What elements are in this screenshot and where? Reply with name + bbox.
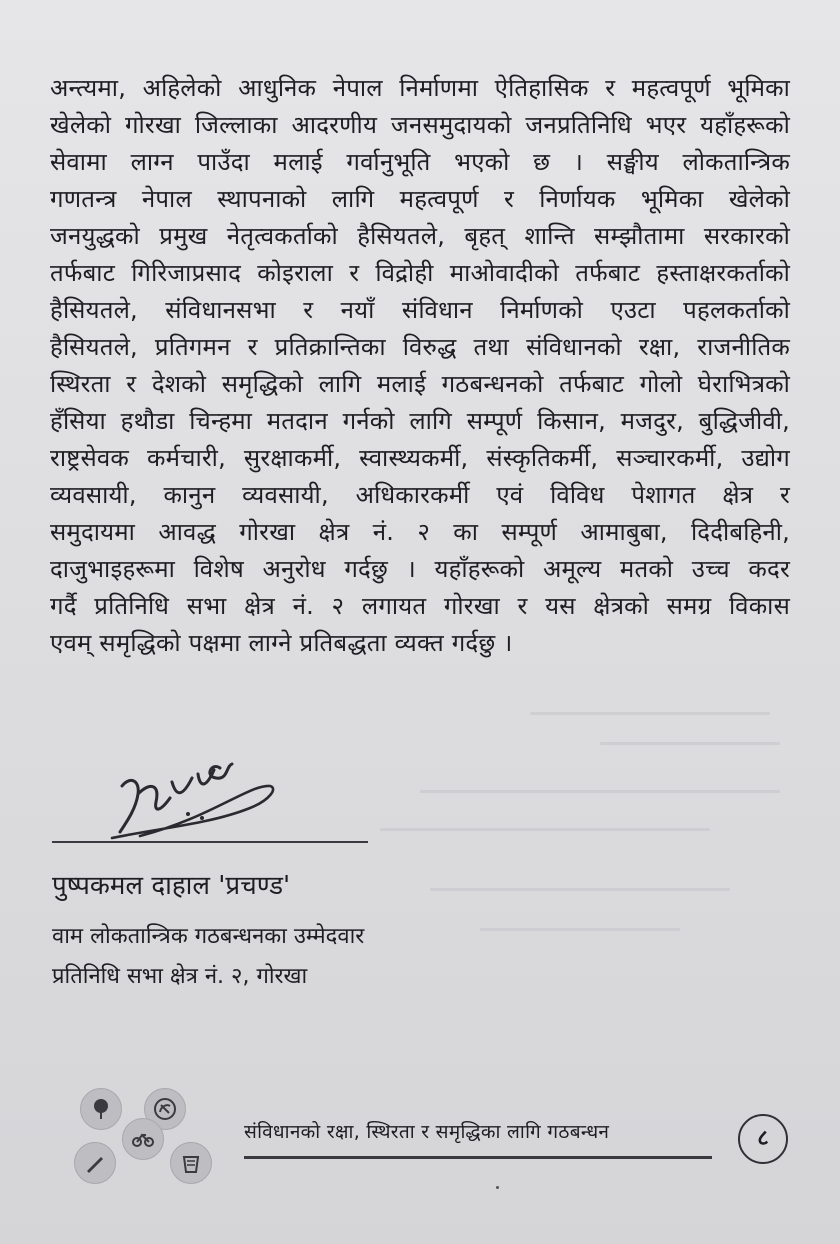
show-through-mark <box>420 790 780 793</box>
body-line: हँसिया हथौडा चिन्हमा मतदान गर्नको लागि सम्पूर्ण किसान, मजदुर, बुद्धिजीवी, <box>50 407 790 435</box>
show-through-mark <box>530 712 770 715</box>
body-line: सेवामा लाग्न पाउँदा मलाई गर्वानुभूति भएको छ । सङ्घीय लोकतान्त्रिक <box>50 148 790 176</box>
body-line: गर्दै प्रतिनिधि सभा क्षेत्र नं. २ लगायत गोरखा र यस क्षेत्रको समग्र विकास <box>50 592 790 620</box>
pen-icon <box>74 1142 116 1184</box>
bicycle-icon <box>122 1118 164 1160</box>
show-through-mark <box>430 888 730 891</box>
appeal-paragraph <box>50 70 790 662</box>
body-line: एवम् समृद्धिको पक्षमा लाग्ने प्रतिबद्धता व्यक्त गर्दछु । <box>50 629 513 657</box>
show-through-mark <box>480 928 680 931</box>
signature <box>100 738 400 858</box>
footer-divider <box>244 1156 712 1159</box>
body-line: तर्फबाट गिरिजाप्रसाद कोइराला र विद्रोही माओवादीको तर्फबाट हस्ताक्षरकर्ताको <box>50 259 790 287</box>
bucket-icon <box>170 1142 212 1184</box>
body-line: समुदायमा आवद्ध गोरखा क्षेत्र नं. २ का सम्पूर्ण आमाबुबा, दिदीबहिनी, <box>50 518 790 546</box>
tree-icon <box>80 1088 122 1130</box>
body-line: हैसियतले, प्रतिगमन र प्रतिक्रान्तिका विरुद्ध तथा संविधानको रक्षा, राजनीतिक <box>50 333 790 361</box>
alliance-logos <box>74 1088 224 1198</box>
body-line: खेलेको गोरखा जिल्लाका आदरणीय जनसमुदायको जनप्रतिनिधि भएर यहाँहरूको <box>50 111 790 139</box>
body-line: जनयुद्धको प्रमुख नेतृत्वकर्ताको हैसियतले, बृहत् शान्ति सम्झौतामा सरकारको <box>50 222 790 250</box>
page-number: ८ <box>738 1114 788 1164</box>
body-line: स्थिरता र देशको समृद्धिको लागि मलाई गठबन्धनको तर्फबाट गोलो घेराभित्रको <box>50 370 790 398</box>
signature-line <box>52 841 368 843</box>
show-through-mark <box>380 828 710 831</box>
signatory-role: वाम लोकतान्त्रिक गठबन्धनका उम्मेदवार <box>52 924 365 949</box>
body-line: हैसियतले, संविधानसभा र नयाँ संविधान निर्माणको एउटा पहलकर्ताको <box>50 296 790 324</box>
body-line: गणतन्त्र नेपाल स्थापनाको लागि महत्वपूर्ण र निर्णायक भूमिका खेलेको <box>50 185 790 213</box>
footer-slogan: संविधानको रक्षा, स्थिरता र समृद्धिका लागि गठबन्धन <box>244 1121 610 1143</box>
body-line: व्यवसायी, कानुन व्यवसायी, अधिकारकर्मी एवं विविध पेशागत क्षेत्र र <box>50 481 790 509</box>
body-line: राष्ट्रसेवक कर्मचारी, सुरक्षाकर्मी, स्वास्थ्यकर्मी, संस्कृतिकर्मी, सञ्चारकर्मी, उद्योग <box>50 444 790 472</box>
show-through-mark <box>600 742 780 745</box>
body-line: दाजुभाइहरूमा विशेष अनुरोध गर्दछु । यहाँहरूको अमूल्य मतको उच्च कदर <box>50 555 790 583</box>
signatory-constituency: प्रतिनिधि सभा क्षेत्र नं. २, गोरखा <box>52 964 308 989</box>
signatory-name: पुष्पकमल दाहाल 'प्रचण्ड' <box>52 871 291 901</box>
paper-speck <box>496 1186 499 1189</box>
body-line: अन्त्यमा, अहिलेको आधुनिक नेपाल निर्माणमा ऐतिहासिक र महत्वपूर्ण भूमिका <box>50 74 790 102</box>
